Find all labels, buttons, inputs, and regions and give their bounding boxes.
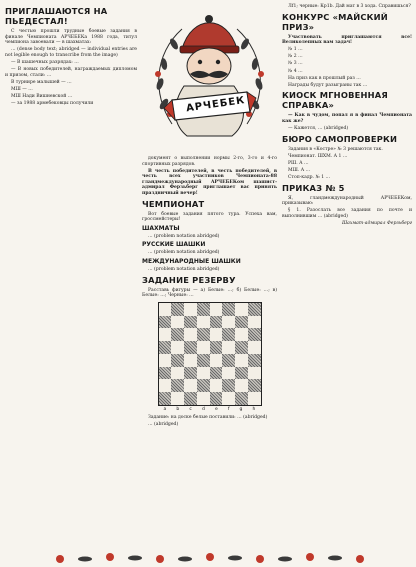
kiosk-p1: — Кажется, … (abridged) (288, 126, 349, 132)
order-signature: Шахмат-адмирал Ферзьберг (341, 220, 412, 226)
board-square (248, 392, 261, 405)
board-square (171, 392, 184, 405)
board-square (184, 367, 197, 380)
board-square (197, 341, 210, 354)
board-file-label: h (252, 406, 256, 412)
board-square (235, 328, 248, 341)
board-square (210, 316, 223, 329)
contest-title: КОНКУРС «МАЙСКИЙ ПРИЗ» (282, 11, 388, 32)
mid-intro-1: В честь победителей, в честь победителей, в честь всех участников Чемпионата-88 гландмеждународный АРЧЕБЕКом шашист-адмирал Ферзьберг приглашает вас принять праздничный вечер! (142, 168, 277, 197)
board-file-label: f (227, 406, 230, 412)
board-file-label: g (239, 406, 243, 412)
kiosk-p0: — Как в чудом, попал я в финал Чемпионата как же? (282, 113, 412, 124)
contest-p4: № 4 … (288, 68, 303, 74)
emblem-label: АРЧЕБЕК (185, 95, 247, 115)
left-paragraph-7: — за 1988 армебековцы получили (11, 101, 94, 107)
board-square (159, 341, 172, 354)
left-paragraph-1: … (dense body text; abridged — individual entries are not legible enough to transcribe from the image) (5, 47, 137, 58)
board-file-label: b (176, 406, 180, 412)
chess-board (158, 302, 262, 406)
board-square (171, 367, 184, 380)
self-check-p0: Задания в «Костре» № 3 решаются так. (288, 146, 383, 152)
board-square (235, 354, 248, 367)
board-square (171, 341, 184, 354)
chess-problem-text: … (problem notation abridged) (148, 233, 220, 239)
board-square (210, 392, 223, 405)
board-square (159, 379, 172, 392)
board-square (222, 316, 235, 329)
left-title: ПРИГЛАШАЮТСЯ НА ПЬЕДЕСТАЛ! (5, 6, 108, 26)
middle-column (142, 4, 277, 429)
order-p0: Я, гландмеждународный АРЧЕБЕКом, приказываю: (282, 195, 412, 207)
championship-p0: Вот боевые задания пятого тура. Успеха вам, гроссмейстеры! (142, 211, 277, 223)
board-square (184, 316, 197, 329)
contest-p3: № 3 … (288, 61, 303, 67)
board-square (210, 303, 223, 316)
reserve-title: ЗАДАНИЕ РЕЗЕРВУ (142, 274, 236, 285)
contest-p1: № 1 … (288, 47, 303, 53)
board-square (210, 379, 223, 392)
board-square (235, 392, 248, 405)
international-draughts-subhead: МЕЖДУНАРОДНЫЕ ШАШКИ (142, 258, 241, 266)
contest-p0: Участвовать приглашаются все! Великолепных вам задач! (282, 34, 412, 46)
board-square (222, 328, 235, 341)
emblem-illustration (142, 4, 277, 152)
self-check-p4: Стоп-кадр. № 1 … (288, 175, 331, 180)
board-square (248, 354, 261, 367)
board-square (159, 316, 172, 329)
board-square (171, 316, 184, 329)
board-square (235, 303, 248, 316)
floral-border-decoration (0, 547, 416, 567)
board-square (222, 392, 235, 405)
mid-bottom-0: … (abridged) (148, 421, 179, 427)
board-square (197, 367, 210, 380)
board-square (197, 392, 210, 405)
board-file-label: c (189, 406, 192, 412)
board-square (171, 328, 184, 341)
contest-p2: № 2 … (288, 54, 303, 60)
russian-draughts-subhead: РУССКИЕ ШАШКИ (142, 241, 206, 249)
board-square (210, 354, 223, 367)
left-paragraph-3: — В новых победителей, награждаемых дипломом и призом, стали: … (5, 67, 137, 78)
board-square (171, 354, 184, 367)
board-square (197, 354, 210, 367)
contest-p6: Награды будут разыграны так … (288, 82, 368, 88)
board-square (159, 354, 172, 367)
chess-subhead: ШАХМАТЫ (142, 224, 180, 232)
board-square (184, 341, 197, 354)
right-column (282, 4, 412, 228)
left-paragraph-5: МШ — … (11, 86, 33, 92)
board-square (222, 379, 235, 392)
mid-intro-0: документ о выполнении нормы 2-го, 3-го и 4-го спортивных разрядов. (142, 156, 277, 167)
left-paragraph-0: С честью прошли трудные боевые задания в финале Чемпионата АРЧЕБЕКа 1988 года, титул чемпиона завоевали — в шахматах: (5, 29, 137, 46)
right-top-0: Лf1; черные: Кр1b. Дай мат в 3 хода. Справишься? (288, 4, 411, 9)
board-square (159, 367, 172, 380)
board-square (197, 328, 210, 341)
board-square (184, 354, 197, 367)
order-title: ПРИКАЗ № 5 (282, 182, 345, 193)
board-square (248, 341, 261, 354)
order-p1: § 1. Разослать все задания по почте и выполнившим … (abridged) (282, 208, 412, 219)
board-square (248, 367, 261, 380)
board-square (248, 316, 261, 329)
board-square (184, 379, 197, 392)
board-caption: Задание: на доске белые поставили: … (abridged) (148, 414, 268, 420)
left-paragraph-2: — В шашечных разрядах: … (11, 59, 79, 65)
board-square (248, 303, 261, 316)
self-check-title: БЮРО САМОПРОВЕРКИ (282, 133, 398, 144)
board-square (248, 328, 261, 341)
board-square (210, 341, 223, 354)
board-square (235, 341, 248, 354)
archebek-emblem (142, 4, 277, 152)
board-square (222, 367, 235, 380)
board-square (222, 303, 235, 316)
left-paragraph-4: В турнире малышей — … (11, 79, 72, 85)
board-square (197, 379, 210, 392)
board-square (197, 303, 210, 316)
self-check-p1: Чемпионат. ШХМ. А 1 … (288, 153, 348, 159)
board-square (222, 354, 235, 367)
russian-draughts-problem-text: … (problem notation abridged) (148, 250, 220, 256)
international-draughts-problem-text: … (problem notation abridged) (148, 267, 220, 273)
board-square (159, 392, 172, 405)
board-square (235, 379, 248, 392)
left-paragraph-6: МШ Нади Вишневской … (11, 93, 73, 99)
board-file-labels (159, 407, 261, 412)
left-column (5, 4, 137, 108)
board-square (171, 303, 184, 316)
board-square (159, 303, 172, 316)
contest-p5: На приз как в прошлый раз … (288, 75, 361, 81)
board-file-label: d (201, 406, 205, 412)
reserve-p0: Расставь фигуры — а) Белые: …; б) Белые: …; в) Белые: …; Черные: … (142, 287, 277, 299)
self-check-p3: МШ. А … (288, 167, 311, 173)
board-square (159, 328, 172, 341)
board-square (235, 316, 248, 329)
board-square (210, 367, 223, 380)
board-square (184, 392, 197, 405)
kiosk-title: КИОСК МГНОВЕННАЯ СПРАВКА» (282, 90, 388, 111)
self-check-p2: РШ. А … (288, 160, 309, 166)
board-square (235, 367, 248, 380)
championship-title: ЧЕМПИОНАТ (142, 198, 205, 209)
left-body (5, 29, 137, 107)
board-square (171, 379, 184, 392)
board-square (197, 316, 210, 329)
board-file-label: a (163, 406, 167, 412)
board-square (184, 303, 197, 316)
board-square (210, 328, 223, 341)
chess-diagram (142, 302, 277, 412)
board-file-label: e (214, 406, 218, 412)
board-square (248, 379, 261, 392)
board-square (222, 341, 235, 354)
board-square (184, 328, 197, 341)
